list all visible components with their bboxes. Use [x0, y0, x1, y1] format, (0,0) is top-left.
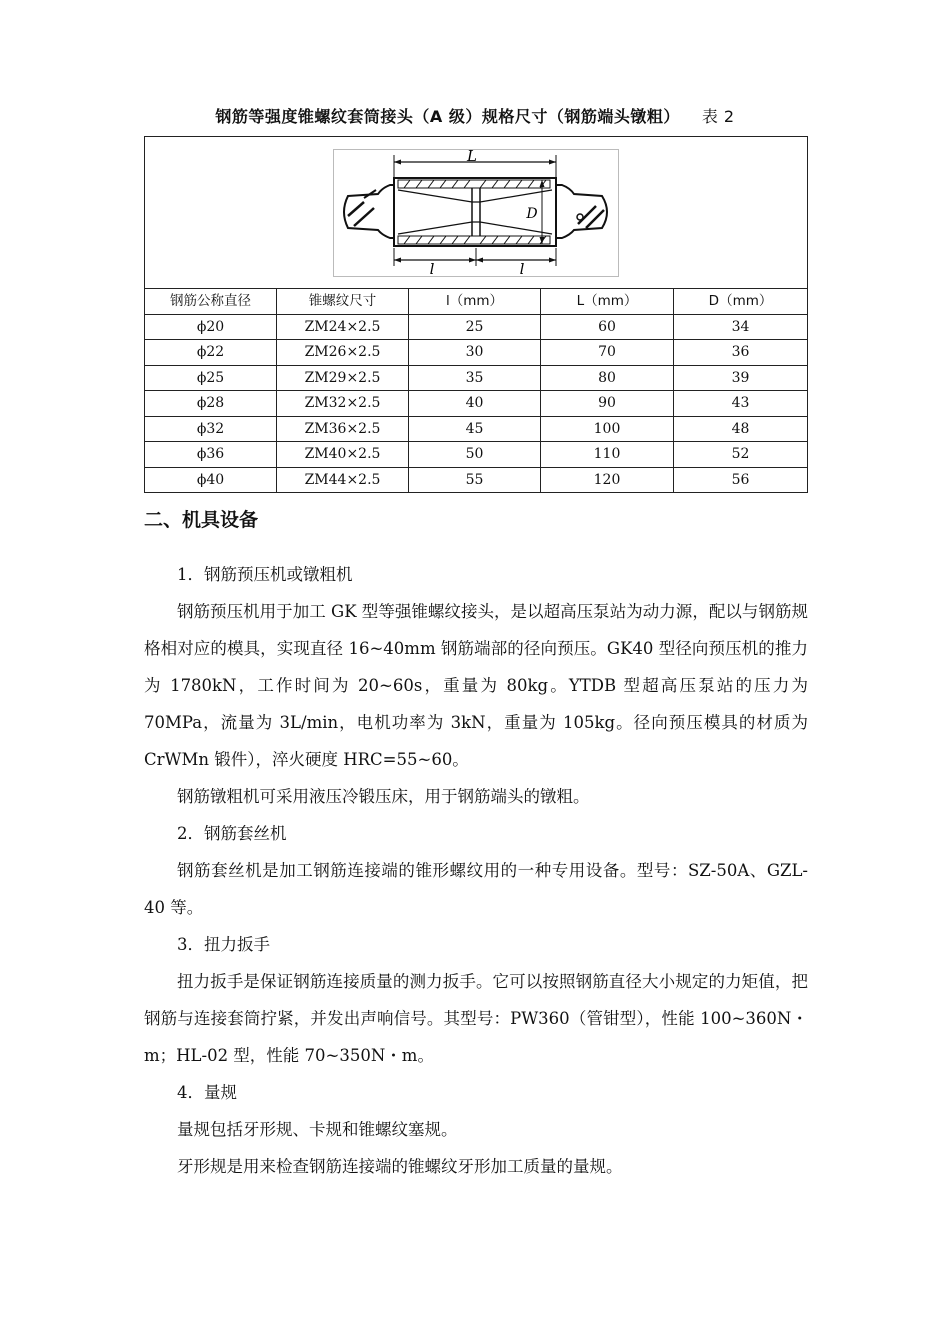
header-l: l（mm）: [409, 289, 541, 315]
cell-l: 30: [409, 340, 541, 366]
cell-l: 25: [409, 314, 541, 340]
cell-bar-diameter: ϕ36: [145, 442, 277, 468]
paragraph: 扭力扳手是保证钢筋连接质量的测力扳手。它可以按照钢筋直径大小规定的力矩值，把钢筋与连接套筒拧紧，并发出声响信号。其型号：PW360（管钳型），性能 100~360N・m；HL-02 型，性能 70~350N・m。: [144, 972, 808, 1065]
cell-thread-size: ZM40×2.5: [277, 442, 409, 468]
header-thread-size: 锥螺纹尺寸: [277, 289, 409, 315]
header-L: L（mm）: [541, 289, 674, 315]
paragraph: 钢筋镦粗机可采用液压冷锻压床，用于钢筋端头的镦粗。: [177, 787, 590, 806]
section-body: [144, 556, 808, 1185]
cell-bar-diameter: ϕ20: [145, 314, 277, 340]
table-row: [145, 442, 808, 468]
cell-L: 80: [541, 365, 674, 391]
cell-thread-size: ZM36×2.5: [277, 416, 409, 442]
cell-L: 90: [541, 391, 674, 417]
cell-thread-size: ZM26×2.5: [277, 340, 409, 366]
cell-D: 39: [674, 365, 808, 391]
table-row: [145, 467, 808, 493]
header-bar-diameter: 钢筋公称直径: [145, 289, 277, 315]
cell-D: 36: [674, 340, 808, 366]
subheading-threading-machine: 2．钢筋套丝机: [177, 824, 287, 843]
table-number: 表 2: [701, 107, 735, 126]
section-heading: 二、机具设备: [144, 509, 259, 531]
paragraph: 量规包括牙形规、卡规和锥螺纹塞规。: [177, 1120, 458, 1139]
label-L: L: [467, 149, 477, 165]
cell-L: 60: [541, 314, 674, 340]
cell-D: 43: [674, 391, 808, 417]
table-row: [145, 340, 808, 366]
table-row: [145, 391, 808, 417]
header-D: D（mm）: [674, 289, 808, 315]
cell-bar-diameter: ϕ25: [145, 365, 277, 391]
cell-bar-diameter: ϕ28: [145, 391, 277, 417]
cell-l: 40: [409, 391, 541, 417]
cell-D: 56: [674, 467, 808, 493]
figure-cell: [145, 137, 808, 289]
coupler-diagram-svg: [334, 150, 618, 276]
paragraph: 钢筋套丝机是加工钢筋连接端的锥形螺纹用的一种专用设备。型号：SZ-50A、GZL-40 等。: [144, 861, 808, 917]
cell-l: 45: [409, 416, 541, 442]
cell-thread-size: ZM32×2.5: [277, 391, 409, 417]
subheading-gauges: 4．量规: [177, 1083, 237, 1102]
paragraph: 钢筋预压机用于加工 GK 型等强锥螺纹接头，是以超高压泵站为动力源，配以与钢筋规格相对应的模具，实现直径 16~40mm 钢筋端部的径向预压。GK40 型径向预压机的推力为 1780kN，工作时间为 20~60s，重量为 80kg。YTDB 型超高压泵站的压力为 70MPa，流量为 3L/min，电机功率为 3kN，重量为 105kg。径向预压模具的材质为 CrWMn 锻件），淬火硬度 HRC=55~60。: [144, 602, 808, 769]
cell-D: 34: [674, 314, 808, 340]
table-caption: [0, 104, 950, 127]
cell-bar-diameter: ϕ22: [145, 340, 277, 366]
label-l-right: l: [519, 259, 525, 276]
cell-l: 55: [409, 467, 541, 493]
cell-L: 120: [541, 467, 674, 493]
cell-L: 110: [541, 442, 674, 468]
figure-row: [145, 137, 808, 289]
label-l-left: l: [429, 259, 435, 276]
cell-thread-size: ZM24×2.5: [277, 314, 409, 340]
cell-thread-size: ZM29×2.5: [277, 365, 409, 391]
coupler-diagram: [333, 149, 619, 277]
subheading-press-machine: 1．钢筋预压机或镦粗机: [177, 565, 353, 584]
table-header-row: [145, 289, 808, 315]
cell-L: 100: [541, 416, 674, 442]
cell-l: 50: [409, 442, 541, 468]
cell-thread-size: ZM44×2.5: [277, 467, 409, 493]
subheading-torque-wrench: 3．扭力扳手: [177, 935, 270, 954]
paragraph: 牙形规是用来检查钢筋连接端的锥螺纹牙形加工质量的量规。: [177, 1157, 623, 1176]
cell-L: 70: [541, 340, 674, 366]
cell-l: 35: [409, 365, 541, 391]
table-caption-text: 钢筋等强度锥螺纹套筒接头（A 级）规格尺寸（钢筋端头镦粗）: [215, 107, 680, 126]
table-row: [145, 314, 808, 340]
cell-D: 52: [674, 442, 808, 468]
cell-bar-diameter: ϕ32: [145, 416, 277, 442]
table-row: [145, 416, 808, 442]
label-D: D: [526, 205, 538, 222]
spec-table: [144, 136, 808, 493]
cell-D: 48: [674, 416, 808, 442]
table-row: [145, 365, 808, 391]
cell-bar-diameter: ϕ40: [145, 467, 277, 493]
